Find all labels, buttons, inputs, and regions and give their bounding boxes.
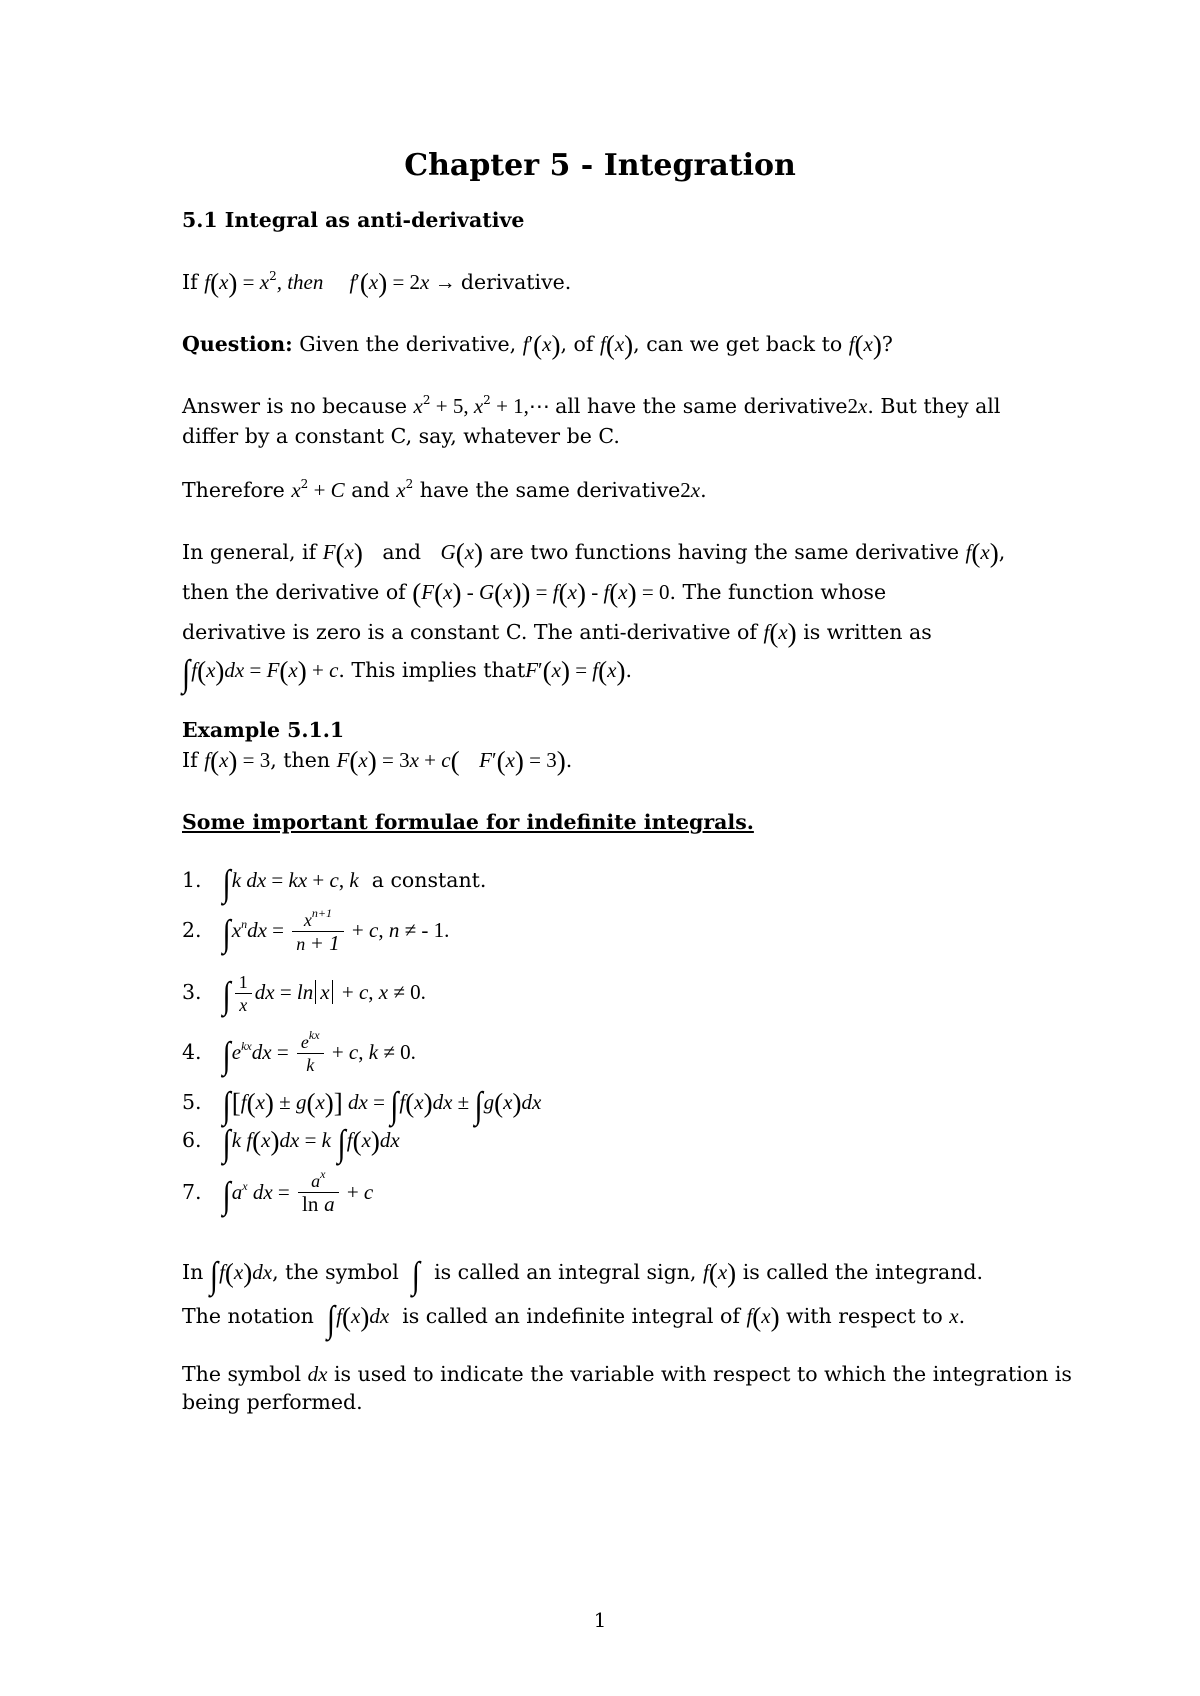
formula-1: 1. ∫k dx = kx + c, k a constant. — [182, 862, 487, 904]
page-number: 1 — [593, 1608, 607, 1632]
formula-2: 2. $\int x^ndx$ = $\frac{x^{n+1}}{n + 1}$ + c, n ≠ - 1. — [182, 905, 450, 955]
intro-line: If $f(x) = x^2$, then f′(x) = 2x → derivative. — [182, 268, 572, 298]
general-paragraph-line1: In general, if F(x) and G(x) are two functions having the same derivative f(x), — [182, 538, 1006, 568]
answer-paragraph-line1: Answer is no because $x^2 + 5$, $x^2$ + 1,⋯ all have the same derivative2x. But they all — [182, 393, 1001, 418]
notation-line1: In ∫f(x)dx, the symbol ∫ is called an integral sign, f(x) is called the integrand. — [182, 1254, 984, 1296]
general-paragraph-line4: ∫f(x)dx = F(x) + c. This implies thatF′(x) = f(x). — [182, 652, 632, 694]
answer-paragraph-line2: differ by a constant C, say, whatever be C. — [182, 424, 620, 448]
formulae-heading: Some important formulae for indefinite integrals. — [182, 810, 754, 834]
therefore-paragraph: Therefore $x^2 + C$ and $x^2$ have the same derivative2x. — [182, 477, 707, 502]
formula-7: 7. $\int a^x$ dx = $\frac{a^x}{\text{ln a}}$ + c — [182, 1167, 374, 1216]
formula-6: 6. ∫k f(x)dx = k ∫f(x)dx — [182, 1122, 400, 1164]
general-paragraph-line3: derivative is zero is a constant C. The anti-derivative of f(x) is written as — [182, 618, 932, 648]
question-paragraph: Question: Given the derivative, f′(x), of f(x), can we get back to f(x)? — [182, 330, 893, 360]
symbol-dx-line2: being performed. — [182, 1390, 363, 1414]
general-paragraph-line2: then the derivative of (F(x) - G(x)) = f(x) - f(x) = 0. The function whose — [182, 578, 887, 608]
formula-5: 5. ∫[f(x) ± g(x)] dx = ∫f(x)dx ± ∫g(x)dx — [182, 1084, 542, 1126]
example-line: If f(x) = 3, then F(x) = 3x + c( F′(x) = 3). — [182, 746, 573, 776]
chapter-title: Chapter 5 - Integration — [404, 148, 796, 183]
formula-3: 3. ∫ $\frac{1}{x}$ dx = ln x + c, x ≠ 0. — [182, 972, 426, 1016]
notation-line2: The notation ∫f(x)dx is called an indefinite integral of f(x) with respect to x. — [182, 1298, 966, 1340]
section-heading: 5.1 Integral as anti-derivative — [182, 208, 525, 232]
symbol-dx-line1: The symbol dx is used to indicate the variable with respect to which the integration is — [182, 1362, 1072, 1386]
formula-4: 4. $\int e^{kx}dx$ = $\frac{e^{kx}}{k}$ + c, k ≠ 0. — [182, 1028, 416, 1076]
example-heading: Example 5.1.1 — [182, 718, 345, 742]
